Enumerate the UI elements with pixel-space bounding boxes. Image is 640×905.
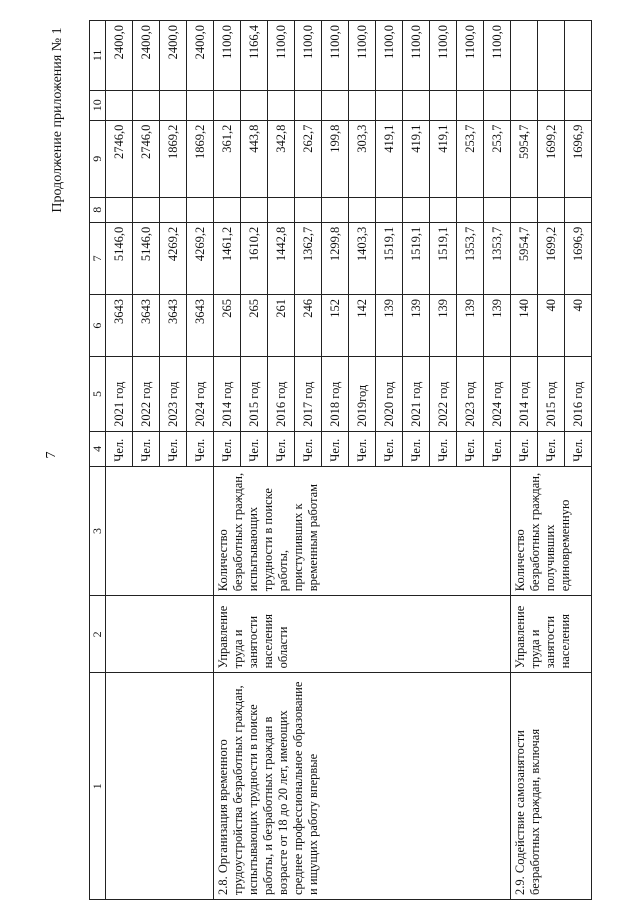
table-cell: Чел. <box>511 431 538 466</box>
table-cell: 1100,0 <box>430 21 457 91</box>
table-cell: 1610,2 <box>241 222 268 294</box>
table-cell: 5146,0 <box>133 222 160 294</box>
header-row <box>90 21 106 900</box>
table-cell: 265 <box>214 294 241 356</box>
table-cell: 152 <box>322 294 349 356</box>
table-cell: 3643 <box>160 294 187 356</box>
table-cell <box>106 90 133 120</box>
table-cell: 2023 год <box>457 357 484 432</box>
table-cell: 1519,1 <box>376 222 403 294</box>
table-body <box>106 21 592 900</box>
table-cell: 1362,7 <box>295 222 322 294</box>
col-header-2: 2 <box>90 596 106 673</box>
table-cell <box>376 197 403 222</box>
table-cell <box>484 90 511 120</box>
continuation-caption: Продолжение приложения № 1 <box>50 27 65 213</box>
table-cell <box>538 197 565 222</box>
table-cell <box>241 197 268 222</box>
table-cell: Чел. <box>160 431 187 466</box>
table-cell: Чел. <box>187 431 214 466</box>
table-cell: Чел. <box>430 431 457 466</box>
table-cell: 443,8 <box>241 120 268 197</box>
table-cell: 1442,8 <box>268 222 295 294</box>
col-header-3: 3 <box>90 466 106 595</box>
table-cell: Чел. <box>268 431 295 466</box>
table-cell <box>511 21 538 91</box>
table-cell <box>241 90 268 120</box>
col-header-9: 9 <box>90 120 106 197</box>
table-cell: 2400,0 <box>160 21 187 91</box>
table-cell <box>322 197 349 222</box>
measure-name-cell: 2.8. Организация временного трудоустройства безработных граждан, испытывающих трудности в поиске работы, и безработных граждан в возрасте от 18 до 20 лет, имеющих среднее профессиональное образование и ищущих работу впервые <box>214 673 511 900</box>
table-cell: 2014 год <box>511 357 538 432</box>
table-cell: 265 <box>241 294 268 356</box>
table-cell: Чел. <box>322 431 349 466</box>
table-cell: 1699,2 <box>538 120 565 197</box>
table-cell <box>187 197 214 222</box>
table-cell: 2400,0 <box>133 21 160 91</box>
table-cell: 303,3 <box>349 120 376 197</box>
table-cell: 2022 год <box>430 357 457 432</box>
table-cell: 1100,0 <box>349 21 376 91</box>
table-cell: 199,8 <box>322 120 349 197</box>
table-cell: 342,8 <box>268 120 295 197</box>
table-cell: 1353,7 <box>484 222 511 294</box>
table-cell: 2024 год <box>187 357 214 432</box>
table-cell: Чел. <box>133 431 160 466</box>
table-cell: 261 <box>268 294 295 356</box>
table-cell: 5146,0 <box>106 222 133 294</box>
table-cell: 2016 год <box>268 357 295 432</box>
rotated-table-wrapper <box>89 20 585 900</box>
table-cell <box>349 197 376 222</box>
table-cell <box>511 90 538 120</box>
table-cell: 2020 год <box>376 357 403 432</box>
indicator-cell: Количество безработных граждан, испытывающих трудности в поиске работы, приступивших к временным работам <box>214 466 511 595</box>
table-cell: 40 <box>565 294 592 356</box>
table-cell: 40 <box>538 294 565 356</box>
table-cell: Чел. <box>457 431 484 466</box>
table-cell: 246 <box>295 294 322 356</box>
table-cell: Чел. <box>214 431 241 466</box>
col-header-8: 8 <box>90 197 106 222</box>
table-cell: 419,1 <box>403 120 430 197</box>
table-cell <box>403 197 430 222</box>
table-cell: 253,7 <box>484 120 511 197</box>
table-cell <box>538 90 565 120</box>
table-cell: 419,1 <box>430 120 457 197</box>
measure-name-cell: 2.9. Содействие самозанятости безработных граждан, включая <box>511 673 592 900</box>
table-cell: 1100,0 <box>457 21 484 91</box>
table-cell: 2019год <box>349 357 376 432</box>
table-cell: 1869,2 <box>187 120 214 197</box>
table-cell: 1166,4 <box>241 21 268 91</box>
table-cell <box>268 197 295 222</box>
table-cell: 1100,0 <box>214 21 241 91</box>
table-cell: Чел. <box>403 431 430 466</box>
table-cell <box>565 21 592 91</box>
table-cell: 3643 <box>187 294 214 356</box>
table-cell: 1869,2 <box>160 120 187 197</box>
table-row <box>214 21 241 900</box>
table-cell: 2022 год <box>133 357 160 432</box>
table-cell: 139 <box>484 294 511 356</box>
table-cell: 262,7 <box>295 120 322 197</box>
col-header-11: 11 <box>90 21 106 91</box>
table-row <box>106 21 133 900</box>
table-cell <box>565 90 592 120</box>
table-cell: 2015 год <box>538 357 565 432</box>
table-cell: 1100,0 <box>403 21 430 91</box>
col-header-10: 10 <box>90 90 106 120</box>
table-cell: 4269,2 <box>187 222 214 294</box>
table-cell: 1100,0 <box>268 21 295 91</box>
executor-cell <box>106 596 214 673</box>
table-cell <box>511 197 538 222</box>
table-cell: 1353,7 <box>457 222 484 294</box>
table-cell: 1100,0 <box>376 21 403 91</box>
table-cell: 2017 год <box>295 357 322 432</box>
table-cell: 1519,1 <box>403 222 430 294</box>
table-cell: Чел. <box>484 431 511 466</box>
table-cell: 2014 год <box>214 357 241 432</box>
table-cell: 139 <box>430 294 457 356</box>
table-cell: 2021 год <box>403 357 430 432</box>
table-cell: 1299,8 <box>322 222 349 294</box>
table-cell <box>565 197 592 222</box>
table-cell <box>457 90 484 120</box>
table-cell: 2023 год <box>160 357 187 432</box>
table-cell <box>484 197 511 222</box>
table-cell: 1100,0 <box>295 21 322 91</box>
table-cell: Чел. <box>565 431 592 466</box>
table-cell <box>214 90 241 120</box>
table-cell: 1100,0 <box>484 21 511 91</box>
program-table <box>89 20 592 900</box>
table-cell: 2024 год <box>484 357 511 432</box>
table-cell <box>403 90 430 120</box>
table-cell: 2021 год <box>106 357 133 432</box>
table-cell: 5954,7 <box>511 222 538 294</box>
table-cell <box>268 90 295 120</box>
table-cell: 1403,3 <box>349 222 376 294</box>
table-cell: 3643 <box>133 294 160 356</box>
table-cell: 3643 <box>106 294 133 356</box>
table-cell <box>322 90 349 120</box>
table-cell <box>160 197 187 222</box>
table-cell: Чел. <box>538 431 565 466</box>
table-row <box>511 21 538 900</box>
col-header-7: 7 <box>90 222 106 294</box>
table-cell: Чел. <box>106 431 133 466</box>
table-cell <box>349 90 376 120</box>
table-cell: 139 <box>457 294 484 356</box>
indicator-cell: Количество безработных граждан, получивших единовременную <box>511 466 592 595</box>
indicator-cell <box>106 466 214 595</box>
col-header-1: 1 <box>90 673 106 900</box>
table-cell: 419,1 <box>376 120 403 197</box>
table-cell <box>187 90 214 120</box>
table-cell: 5954,7 <box>511 120 538 197</box>
col-header-5: 5 <box>90 357 106 432</box>
table-cell <box>160 90 187 120</box>
table-cell: 2018 год <box>322 357 349 432</box>
table-cell: 2016 год <box>565 357 592 432</box>
table-cell: 1519,1 <box>430 222 457 294</box>
table-cell: 1461,2 <box>214 222 241 294</box>
table-cell: 1696,9 <box>565 222 592 294</box>
table-cell <box>133 90 160 120</box>
table-cell: 140 <box>511 294 538 356</box>
table-cell <box>457 197 484 222</box>
table-cell <box>538 21 565 91</box>
table-cell: 139 <box>376 294 403 356</box>
table-cell: 4269,2 <box>160 222 187 294</box>
table-cell <box>430 197 457 222</box>
table-cell <box>376 90 403 120</box>
table-cell: 2400,0 <box>106 21 133 91</box>
table-cell: 361,2 <box>214 120 241 197</box>
measure-name-cell <box>106 673 214 900</box>
table-cell: Чел. <box>241 431 268 466</box>
col-header-4: 4 <box>90 431 106 466</box>
table-cell: 1100,0 <box>322 21 349 91</box>
table-cell: Чел. <box>349 431 376 466</box>
table-cell: 1699,2 <box>538 222 565 294</box>
executor-cell: Управление труда и занятости населения области <box>214 596 511 673</box>
page-number: 7 <box>44 451 59 459</box>
table-cell <box>295 90 322 120</box>
table-cell: 142 <box>349 294 376 356</box>
table-cell: 139 <box>403 294 430 356</box>
table-cell <box>295 197 322 222</box>
table-cell: 2400,0 <box>187 21 214 91</box>
table-cell <box>106 197 133 222</box>
table-cell: Чел. <box>376 431 403 466</box>
table-cell: Чел. <box>295 431 322 466</box>
table-cell <box>133 197 160 222</box>
table-cell <box>430 90 457 120</box>
table-cell: 1696,9 <box>565 120 592 197</box>
table-cell: 253,7 <box>457 120 484 197</box>
executor-cell: Управление труда и занятости населения <box>511 596 592 673</box>
table-cell: 2746,0 <box>133 120 160 197</box>
table-cell: 2746,0 <box>106 120 133 197</box>
table-cell <box>214 197 241 222</box>
table-cell: 2015 год <box>241 357 268 432</box>
col-header-6: 6 <box>90 294 106 356</box>
